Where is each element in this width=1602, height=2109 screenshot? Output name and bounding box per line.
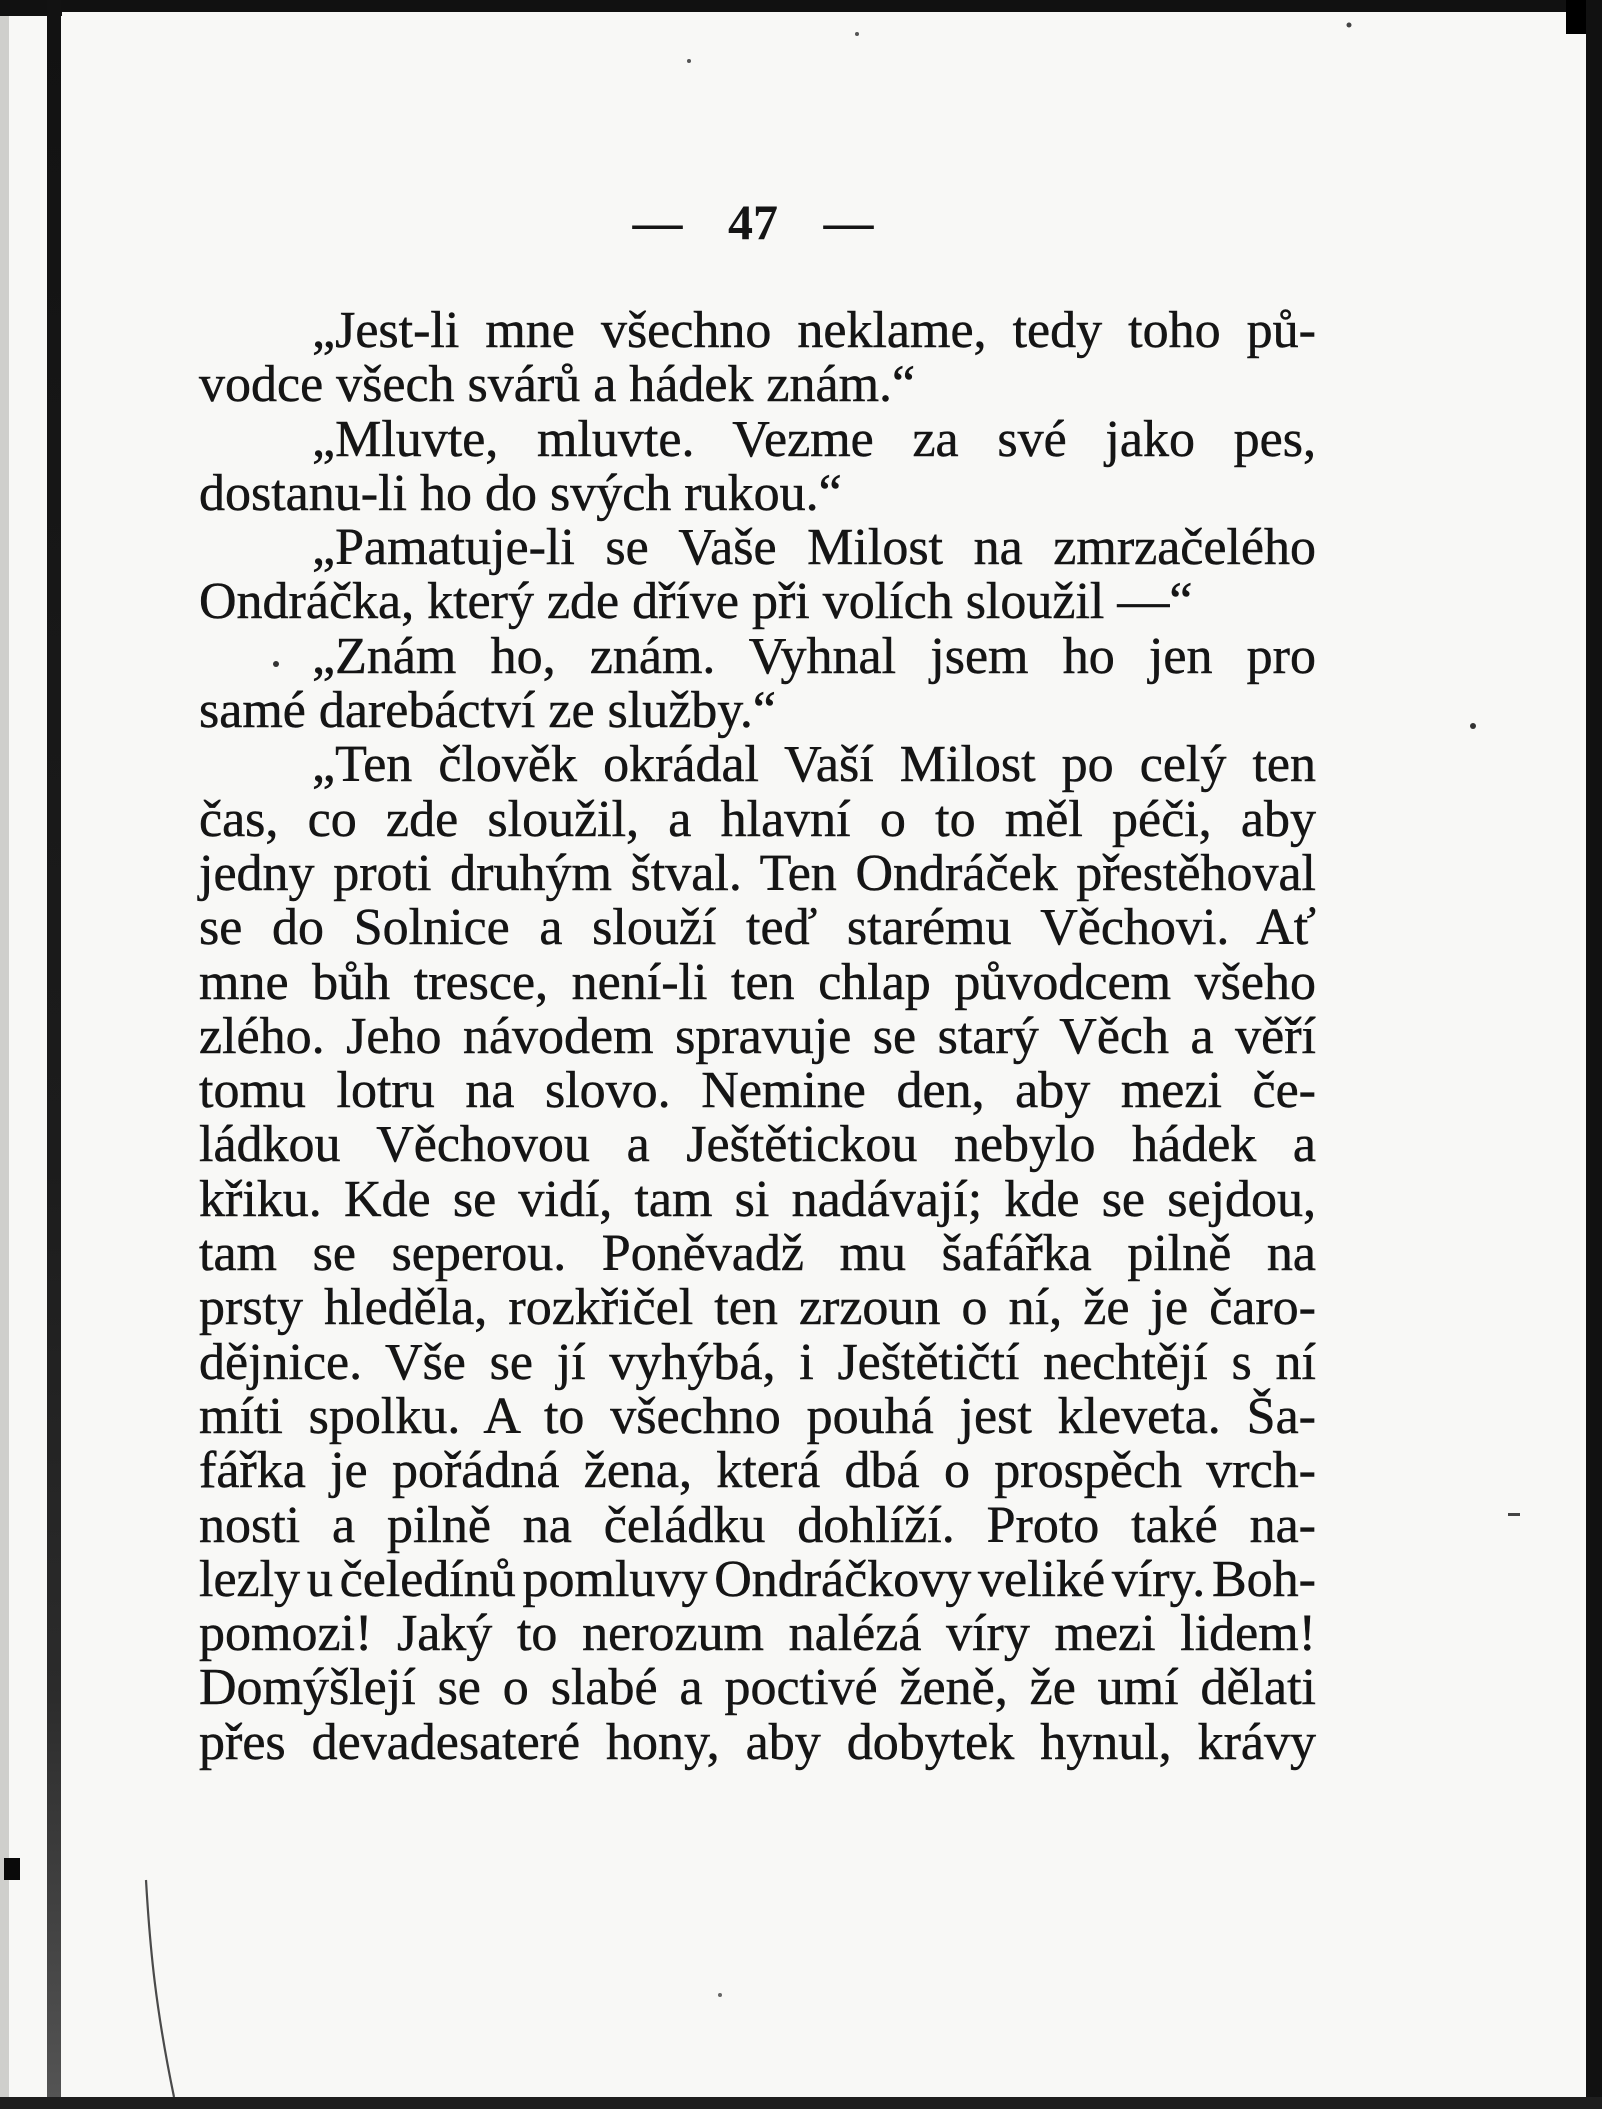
paragraph bbox=[199, 627, 1316, 740]
paragraph bbox=[199, 304, 1316, 413]
scan-speck bbox=[687, 59, 691, 63]
text-line: se do Solnice a slouží teď starému Věchovi. Ať bbox=[199, 899, 1316, 957]
text-line: čas, co zde sloužil, a hlavní o to měl péči, aby bbox=[199, 790, 1316, 848]
text-line: pomozi! Jaký to nerozum nalézá víry mezi lidem! bbox=[199, 1605, 1316, 1663]
scan-speck bbox=[718, 1993, 722, 1997]
text-line: nosti a pilně na čeládku dohlíží. Proto také na- bbox=[199, 1496, 1316, 1554]
text-line: „Pamatuje-li se Vaše Milost na zmrzačelého bbox=[312, 519, 1316, 577]
paragraph bbox=[199, 738, 1316, 1770]
page-number: — 47 — bbox=[632, 194, 874, 250]
text-line: fářka je pořádná žena, která dbá o prospěch vrch- bbox=[199, 1442, 1316, 1500]
text-line: mne bůh tresce, není-li ten chlap původcem všeho bbox=[199, 953, 1316, 1011]
text-line: ládkou Věchovou a Ještětickou nebylo hádek a bbox=[199, 1116, 1316, 1174]
scan-speck bbox=[1470, 723, 1476, 729]
text-line: dostanu-li ho do svých rukou.“ bbox=[199, 464, 842, 522]
text-line: „Znám ho, znám. Vyhnal jsem ho jen pro bbox=[312, 627, 1316, 685]
page-curl-line bbox=[146, 1880, 174, 2097]
text-line: přes devadesateré hony, aby dobytek hynul, krávy bbox=[199, 1713, 1316, 1771]
scan-left-shadow bbox=[0, 0, 9, 2109]
text-line: křiku. Kde se vidí, tam si nadávají; kde se sejdou, bbox=[199, 1170, 1316, 1228]
text-line: tomu lotru na slovo. Nemine den, aby mezi če- bbox=[199, 1062, 1316, 1120]
text-line: Ondráčka, který zde dříve při volích sloužil —“ bbox=[199, 573, 1193, 631]
text-line: jedny proti druhým štval. Ten Ondráček přestěhoval bbox=[199, 844, 1316, 902]
body-text bbox=[199, 304, 1316, 1770]
paragraph bbox=[199, 410, 1316, 522]
text-line: prsty hleděla, rozkřičel ten zrzoun o ní, že je čaro- bbox=[199, 1279, 1316, 1337]
paragraph bbox=[199, 521, 1316, 630]
scan-speck bbox=[1508, 1513, 1520, 1516]
text-line: míti spolku. A to všechno pouhá jest kleveta. Ša- bbox=[199, 1387, 1316, 1445]
text-line: Domýšlejí se o slabé a poctivé ženě, že umí dělati bbox=[199, 1659, 1316, 1717]
scan-top-border bbox=[0, 0, 1602, 12]
text-line: „Mluvte, mluvte. Vezme za své jako pes, bbox=[312, 410, 1316, 468]
scan-speck bbox=[855, 32, 859, 36]
text-line: dějnice. Vše se jí vyhýbá, i Ještětičtí nechtějí s ní bbox=[199, 1333, 1316, 1391]
text-line: „Ten člověk okrádal Vaší Milost po celý ten bbox=[312, 736, 1316, 794]
scan-left-mark bbox=[4, 1858, 20, 1880]
text-line: „Jest-li mne všechno neklame, tedy toho pů- bbox=[312, 302, 1316, 359]
scan-speck bbox=[1347, 23, 1352, 28]
text-line: tam se seperou. Poněvadž mu šafářka pilně na bbox=[199, 1225, 1316, 1283]
scan-left-border bbox=[47, 0, 61, 2109]
text-line: lezly u čeledínů pomluvy Ondráčkovy veliké víry. Boh- bbox=[199, 1550, 1316, 1608]
text-line: zlého. Jeho návodem spravuje se starý Věch a věří bbox=[199, 1007, 1316, 1065]
text-line: vodce všech svárů a hádek znám.“ bbox=[199, 356, 916, 414]
scan-bottom-border bbox=[0, 2097, 1602, 2109]
scan-right-border bbox=[1586, 0, 1602, 2109]
text-line: samé darebáctví ze služby.“ bbox=[199, 682, 777, 740]
